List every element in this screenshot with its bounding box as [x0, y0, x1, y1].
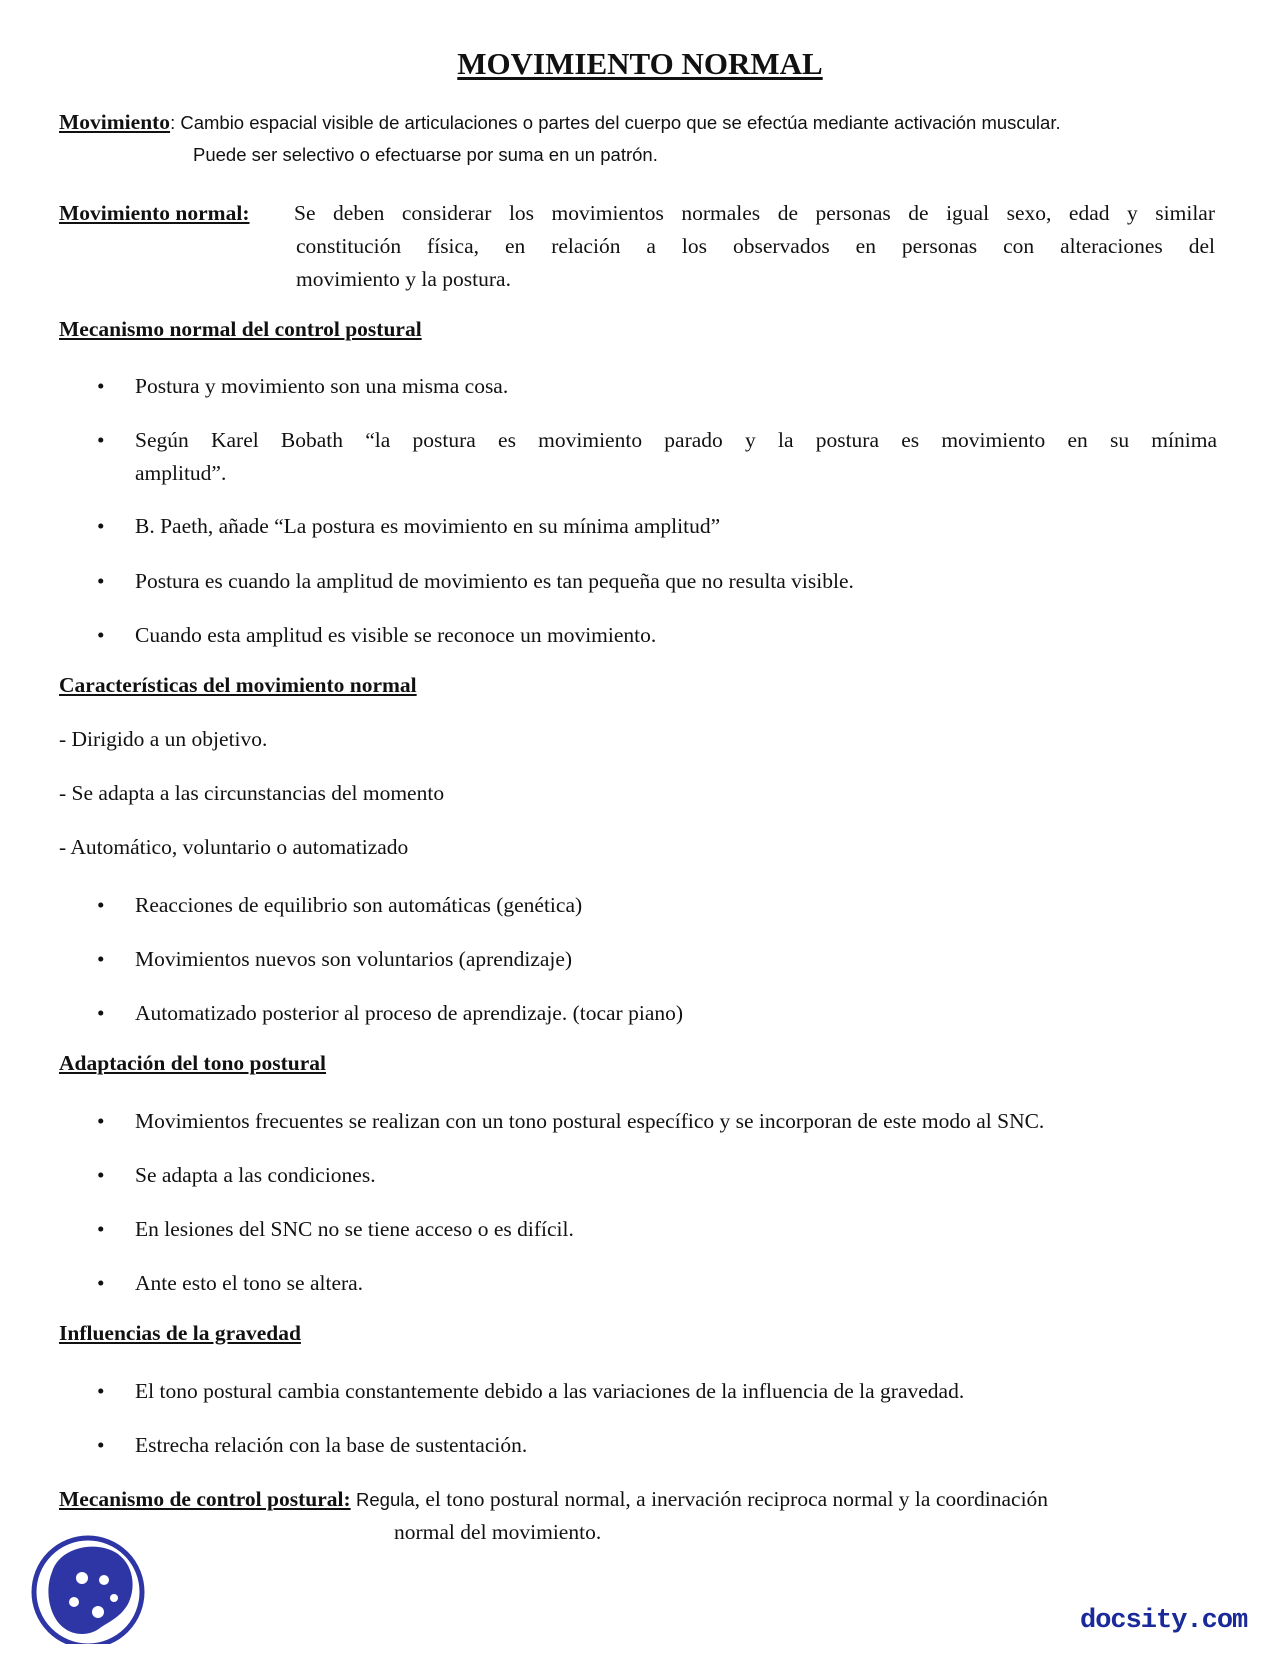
bullet-icon: •	[97, 1379, 105, 1403]
docsity-logo-icon	[30, 1532, 152, 1644]
bullet-icon: •	[97, 893, 105, 917]
bullet-icon: •	[97, 1217, 105, 1241]
definition-mecanismo: Mecanismo de control postural: Regula, el tono postural normal, a inervación reciproca normal y la coordinación	[59, 1487, 1049, 1511]
bullet-icon: •	[97, 1271, 105, 1295]
brand-watermark: docsity.com	[1080, 1606, 1248, 1636]
heading-control-postural: Mecanismo normal del control postural	[59, 317, 422, 341]
document-page: MOVIMIENTO NORMAL Movimiento: Cambio espacial visible de articulaciones o partes del cuerpo que se efectúa mediante activación muscular. Puede ser selectivo o efectuarse por suma en un patrón. Movimiento normal: Se deben considerar los movimientos normales de personas de igual sexo, edad y similar constitución física, en relación a los observados en personas con alteraciones del movimiento y la postura. Mecanismo normal del control postural • Postura y movimiento son una misma cosa. • Según Karel Bobath “la postura es movimiento parado y la postura es movimiento en su mínima amplitud”. • B. Paeth, añade “La postura es movimiento en su mínima amplitud” • Postura es cuando la amplitud de movimiento es tan pequeña que no resulta visible. • Cuando esta amplitud es visible se reconoce un movimiento. Características del movimiento normal - Dirigido a un objetivo. - Se adapta a las circunstancias del momento - Automático, voluntario o automatizado • Reacciones de equilibrio son automáticas (genética) • Movimientos nuevos son voluntarios (aprendizaje) • Automatizado posterior al proceso de aprendizaje. (tocar piano) Adaptación del tono postural • Movimientos frecuentes se realizan con un tono postural específico y se incorporan de este modo al SNC. • Se adapta a las condiciones. • En lesiones del SNC no se tiene acceso o es difícil. • Ante esto el tono se altera. Influencias de la gravedad • El tono postural cambia constantemente debido a las variaciones de la influencia de la gravedad. • Estrecha relación con la base de sustentación. Mecanismo de control postural: Regula, el tono postural normal, a inervación reciproca normal y la coordinación normal del movimiento. docsity.com	[0, 0, 1280, 1656]
term-movimiento-normal: Movimiento normal:	[59, 201, 250, 225]
term-mecanismo: Mecanismo de control postural:	[59, 1487, 351, 1511]
bullet-icon: •	[97, 623, 105, 647]
bullet-icon: •	[97, 428, 105, 452]
definition-movimiento-normal-line2: constitución física, en relación a los observados en personas con alteraciones del	[296, 234, 1215, 258]
bullet-icon: •	[97, 947, 105, 971]
dash-item: - Dirigido a un objetivo.	[59, 727, 268, 751]
bullet-icon: •	[97, 1001, 105, 1025]
heading-adaptacion-tono: Adaptación del tono postural	[59, 1051, 326, 1075]
bullet-icon: •	[97, 374, 105, 398]
bullet-icon: •	[97, 514, 105, 538]
definition-movimiento: Movimiento: Cambio espacial visible de articulaciones o partes del cuerpo que se efectúa mediante activación muscular.	[59, 110, 1061, 134]
dash-item: - Se adapta a las circunstancias del momento	[59, 781, 445, 805]
bullet-icon: •	[97, 569, 105, 593]
term-movimiento: Movimiento	[59, 110, 171, 134]
definition-mecanismo-line2: normal del movimiento.	[394, 1520, 602, 1544]
dash-item: - Automático, voluntario o automatizado	[59, 835, 409, 859]
page-title: MOVIMIENTO NORMAL	[457, 46, 823, 81]
definition-movimiento-line1: Cambio espacial visible de articulaciones o partes del cuerpo que se efectúa mediante activación muscular.	[180, 112, 1061, 133]
bullet-icon: •	[97, 1109, 105, 1133]
definition-movimiento-line2: Puede ser selectivo o efectuarse por suma en un patrón.	[193, 144, 658, 165]
heading-caracteristicas: Características del movimiento normal	[59, 673, 417, 697]
bullet-icon: •	[97, 1433, 105, 1457]
definition-movimiento-normal-line1: Se deben considerar los movimientos normales de personas de igual sexo, edad y similar	[294, 201, 1215, 225]
bullet-icon: •	[97, 1163, 105, 1187]
heading-influencias-gravedad: Influencias de la gravedad	[59, 1321, 301, 1345]
definition-movimiento-normal-line3: movimiento y la postura.	[296, 267, 511, 291]
